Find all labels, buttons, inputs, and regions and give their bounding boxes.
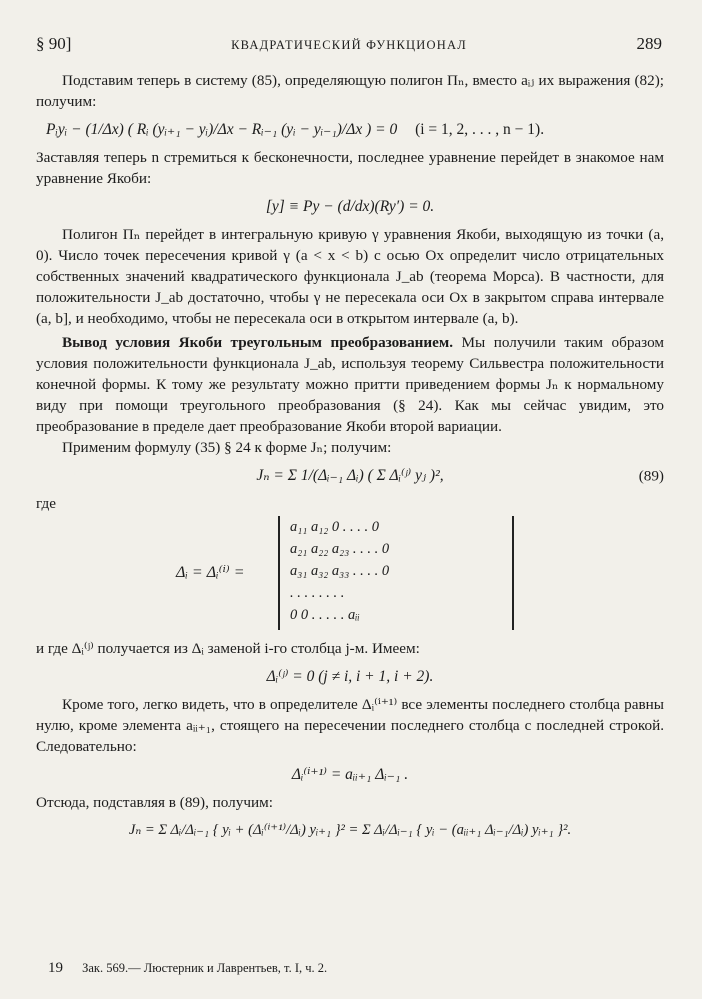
equation-89 — [36, 465, 664, 486]
word-where: где — [36, 495, 56, 512]
printer-imprint — [48, 960, 327, 977]
paragraph-substitution: Подставим теперь в систему (85), определяющую полигон Пₙ, вместо aᵢⱼ их выражения (82); получим: — [36, 72, 664, 110]
equation-number: (89) — [638, 467, 664, 484]
equation-minor-identity: Δᵢ⁽ⁱ⁺¹⁾ = aᵢᵢ₊₁ Δᵢ₋₁ . — [291, 766, 409, 783]
determinant-lhs: Δᵢ = Δᵢ⁽ⁱ⁾ = — [176, 564, 245, 581]
paragraph-triangular — [36, 332, 664, 437]
equation-polygon-body: Pᵢyᵢ − (1/Δx) ( Rᵢ (yᵢ₊₁ − yᵢ)/Δx − Rᵢ₋₁ (yᵢ − yᵢ₋₁)/Δx ) = 0 — [46, 121, 398, 138]
paragraph-formula: Применим формулу (35) § 24 к форме Jₙ; получим: — [62, 439, 392, 456]
page-body — [36, 70, 664, 848]
matrix-row: a₂₁ a₂₂ a₂₃ . . . . 0 — [290, 541, 390, 557]
equation-89-body: Jₙ = Σ 1/(Δᵢ₋₁ Δᵢ) ( Σ Δᵢ⁽ʲ⁾ yⱼ )², — [256, 467, 444, 484]
equation-jacobi: [y] ≡ Py − (d/dx)(Ry′) = 0. — [265, 198, 435, 215]
paragraph-triangular-text: Мы получили таким образом условия положительности функционала J_ab, используя теорему Сильвестра положительности конечной формы. К тому же результату можно притти приведением формы Jₙ к нормальному виду при помощи треугольного преобразования (§ 24). Как мы сейчас увидим, это преобразование в пределе дает преобразование Якоби второй вариации. — [36, 334, 664, 435]
paragraph-integral-curve: Полигон Пₙ перейдет в интегральную кривую γ уравнения Якоби, выходящую из точки (a, 0). Число точек пересечения кривой γ (a < x < b) с осью Ox определит число отрицательных собственных значений квадратического функционала J_ab (теорема Морса). В частности, для положительности J_ab достаточно, чтобы γ не пересекала оси Ox в закрытом справа интервале (a, b], и необходимо, чтобы не пересекала оси в открытом интервале (a, b). — [36, 226, 664, 327]
equation-polygon-condition: (i = 1, 2, . . . , n − 1). — [415, 121, 545, 138]
equation-jacobi-transform: Jₙ = Σ Δᵢ/Δᵢ₋₁ { yᵢ + (Δᵢ⁽ⁱ⁺¹⁾/Δᵢ) yᵢ₊₁ }² = Σ Δᵢ/Δᵢ₋₁ { yᵢ − (aᵢᵢ₊₁ Δᵢ₋₁/Δᵢ) yᵢ₊₁ }². — [128, 822, 572, 838]
paragraph-last-column: Кроме того, легко видеть, что в определителе Δᵢ⁽ⁱ⁺¹⁾ все элементы последнего столбца равны нулю, кроме элемента aᵢᵢ₊₁, стоящего на пересечении последнего столбца с последней строкой. Следовательно: — [36, 696, 664, 755]
paragraph-limit: Заставляя теперь n стремиться к бесконечности, последнее уравнение перейдет в знакомое нам уравнение Якоби: — [36, 149, 664, 187]
paragraph-substitute-89: Отсюда, подставляя в (89), получим: — [36, 794, 273, 811]
matrix-row: a₁₁ a₁₂ 0 . . . . 0 — [290, 519, 380, 535]
matrix-row: . . . . . . . . — [290, 585, 345, 601]
imprint-text: Зак. 569.— Люстерник и Лаврентьев, т. I, ч. 2. — [82, 961, 328, 975]
equation-polygon — [36, 119, 664, 140]
section-reference: § 90] — [36, 34, 72, 53]
paragraph-replacement: и где Δᵢ⁽ʲ⁾ получается из Δᵢ заменой i-го столбца j-м. Имеем: — [36, 640, 420, 657]
matrix-row: a₃₁ a₃₂ a₃₃ . . . . 0 — [290, 563, 390, 579]
matrix-row: 0 0 . . . . . aᵢᵢ — [290, 607, 360, 623]
paragraph-heading: Вывод условия Якоби треугольным преобразованием. — [62, 334, 454, 351]
signature-number: 19 — [48, 960, 63, 976]
running-title: КВАДРАТИЧЕСКИЙ ФУНКЦИОНАЛ — [231, 38, 467, 52]
running-header — [36, 34, 662, 58]
page-number: 289 — [636, 34, 662, 53]
determinant-matrix — [278, 516, 514, 630]
determinant-block — [36, 516, 664, 634]
equation-zero-minors: Δᵢ⁽ʲ⁾ = 0 (j ≠ i, i + 1, i + 2). — [266, 668, 434, 685]
